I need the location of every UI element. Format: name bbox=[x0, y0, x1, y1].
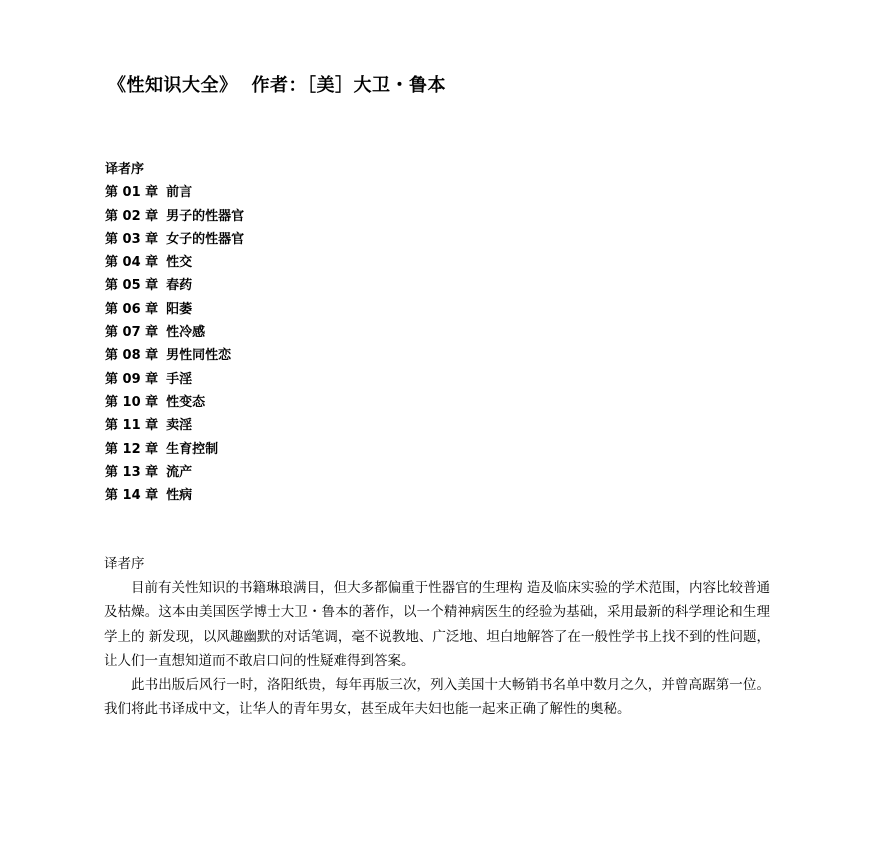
preface-paragraph: 目前有关性知识的书籍琳琅满目，但大多都偏重于性器官的生理构 造及临床实验的学术范围，内容比较普通及枯燥。这本由美国医学博士大卫・鲁本的著作，以一个精神病医生的经验为基础，采用最新的科学理论和生理学上的 新发现，以风趣幽默的对话笔调，毫不说教地、广泛地、坦白地解答了在一般性学书上找不到的性问题，让人们一直想知道而不敢启口问的性疑难得到答案。 bbox=[104, 580, 770, 669]
toc-preface-link[interactable]: 译者序 bbox=[105, 162, 145, 177]
toc-chapter-title: 男性同性恋 bbox=[166, 348, 232, 364]
toc-chapter-number: 第 01 章 bbox=[105, 185, 159, 201]
toc-chapter-title: 性交 bbox=[166, 255, 193, 271]
toc-chapter-title: 女子的性器官 bbox=[166, 231, 245, 247]
toc-chapter-number: 第 10 章 bbox=[105, 394, 159, 410]
toc-chapter-number: 第 06 章 bbox=[105, 301, 159, 317]
book-title: 《性知识大全》 bbox=[108, 75, 238, 96]
toc-chapter-number: 第 14 章 bbox=[105, 488, 159, 504]
preface-paragraph: 此书出版后风行一时，洛阳纸贵，每年再版三次，列入美国十大畅销书名单中数月之久，并曾高踞第一位。我们将此书译成中文，让华人的青年男女，甚至成年夫妇也能一起来正确了解性的奥秘。 bbox=[104, 677, 770, 718]
toc-chapter-link[interactable] bbox=[105, 391, 244, 414]
toc-chapter-number: 第 05 章 bbox=[105, 278, 159, 294]
toc-chapter-link[interactable] bbox=[105, 484, 244, 507]
toc-chapter-number: 第 08 章 bbox=[105, 348, 159, 364]
toc-chapter-link[interactable] bbox=[105, 251, 244, 274]
toc-chapter-link[interactable] bbox=[105, 298, 244, 321]
toc-chapter-title: 前言 bbox=[166, 185, 193, 201]
toc-chapter-link[interactable] bbox=[105, 461, 244, 484]
toc-chapter-number: 第 12 章 bbox=[105, 441, 159, 457]
toc-chapter-title: 性冷感 bbox=[166, 325, 206, 341]
toc-chapter-link[interactable] bbox=[105, 368, 244, 391]
toc-chapter-title: 生育控制 bbox=[166, 441, 219, 457]
preface-section bbox=[104, 552, 770, 721]
toc-chapter-title: 性变态 bbox=[166, 394, 206, 410]
toc-chapter-link[interactable] bbox=[105, 181, 244, 204]
toc-chapter-link[interactable] bbox=[105, 438, 244, 461]
toc-chapter-number: 第 03 章 bbox=[105, 231, 159, 247]
toc-chapter-link[interactable] bbox=[105, 228, 244, 251]
toc-chapter-link[interactable] bbox=[105, 321, 244, 344]
table-of-contents bbox=[105, 158, 244, 507]
toc-chapter-title: 手淫 bbox=[166, 371, 193, 387]
toc-chapter-title: 男子的性器官 bbox=[166, 208, 245, 224]
toc-chapter-list bbox=[105, 181, 244, 507]
toc-chapter-title: 流产 bbox=[166, 464, 193, 480]
toc-chapter-link[interactable] bbox=[105, 205, 244, 228]
toc-chapter-number: 第 11 章 bbox=[105, 418, 159, 434]
toc-chapter-link[interactable] bbox=[105, 344, 244, 367]
toc-chapter-title: 春药 bbox=[166, 278, 193, 294]
book-author: 作者：［美］大卫・鲁本 bbox=[251, 75, 446, 96]
toc-chapter-link[interactable] bbox=[105, 274, 244, 297]
toc-chapter-number: 第 09 章 bbox=[105, 371, 159, 387]
toc-chapter-number: 第 07 章 bbox=[105, 325, 159, 341]
toc-chapter-title: 卖淫 bbox=[166, 418, 193, 434]
document-title bbox=[108, 74, 446, 98]
toc-chapter-title: 阳萎 bbox=[166, 301, 193, 317]
toc-chapter-title: 性病 bbox=[166, 488, 193, 504]
toc-chapter-number: 第 04 章 bbox=[105, 255, 159, 271]
toc-chapter-link[interactable] bbox=[105, 414, 244, 437]
toc-chapter-number: 第 02 章 bbox=[105, 208, 159, 224]
preface-heading: 译者序 bbox=[104, 556, 145, 572]
toc-chapter-number: 第 13 章 bbox=[105, 464, 159, 480]
